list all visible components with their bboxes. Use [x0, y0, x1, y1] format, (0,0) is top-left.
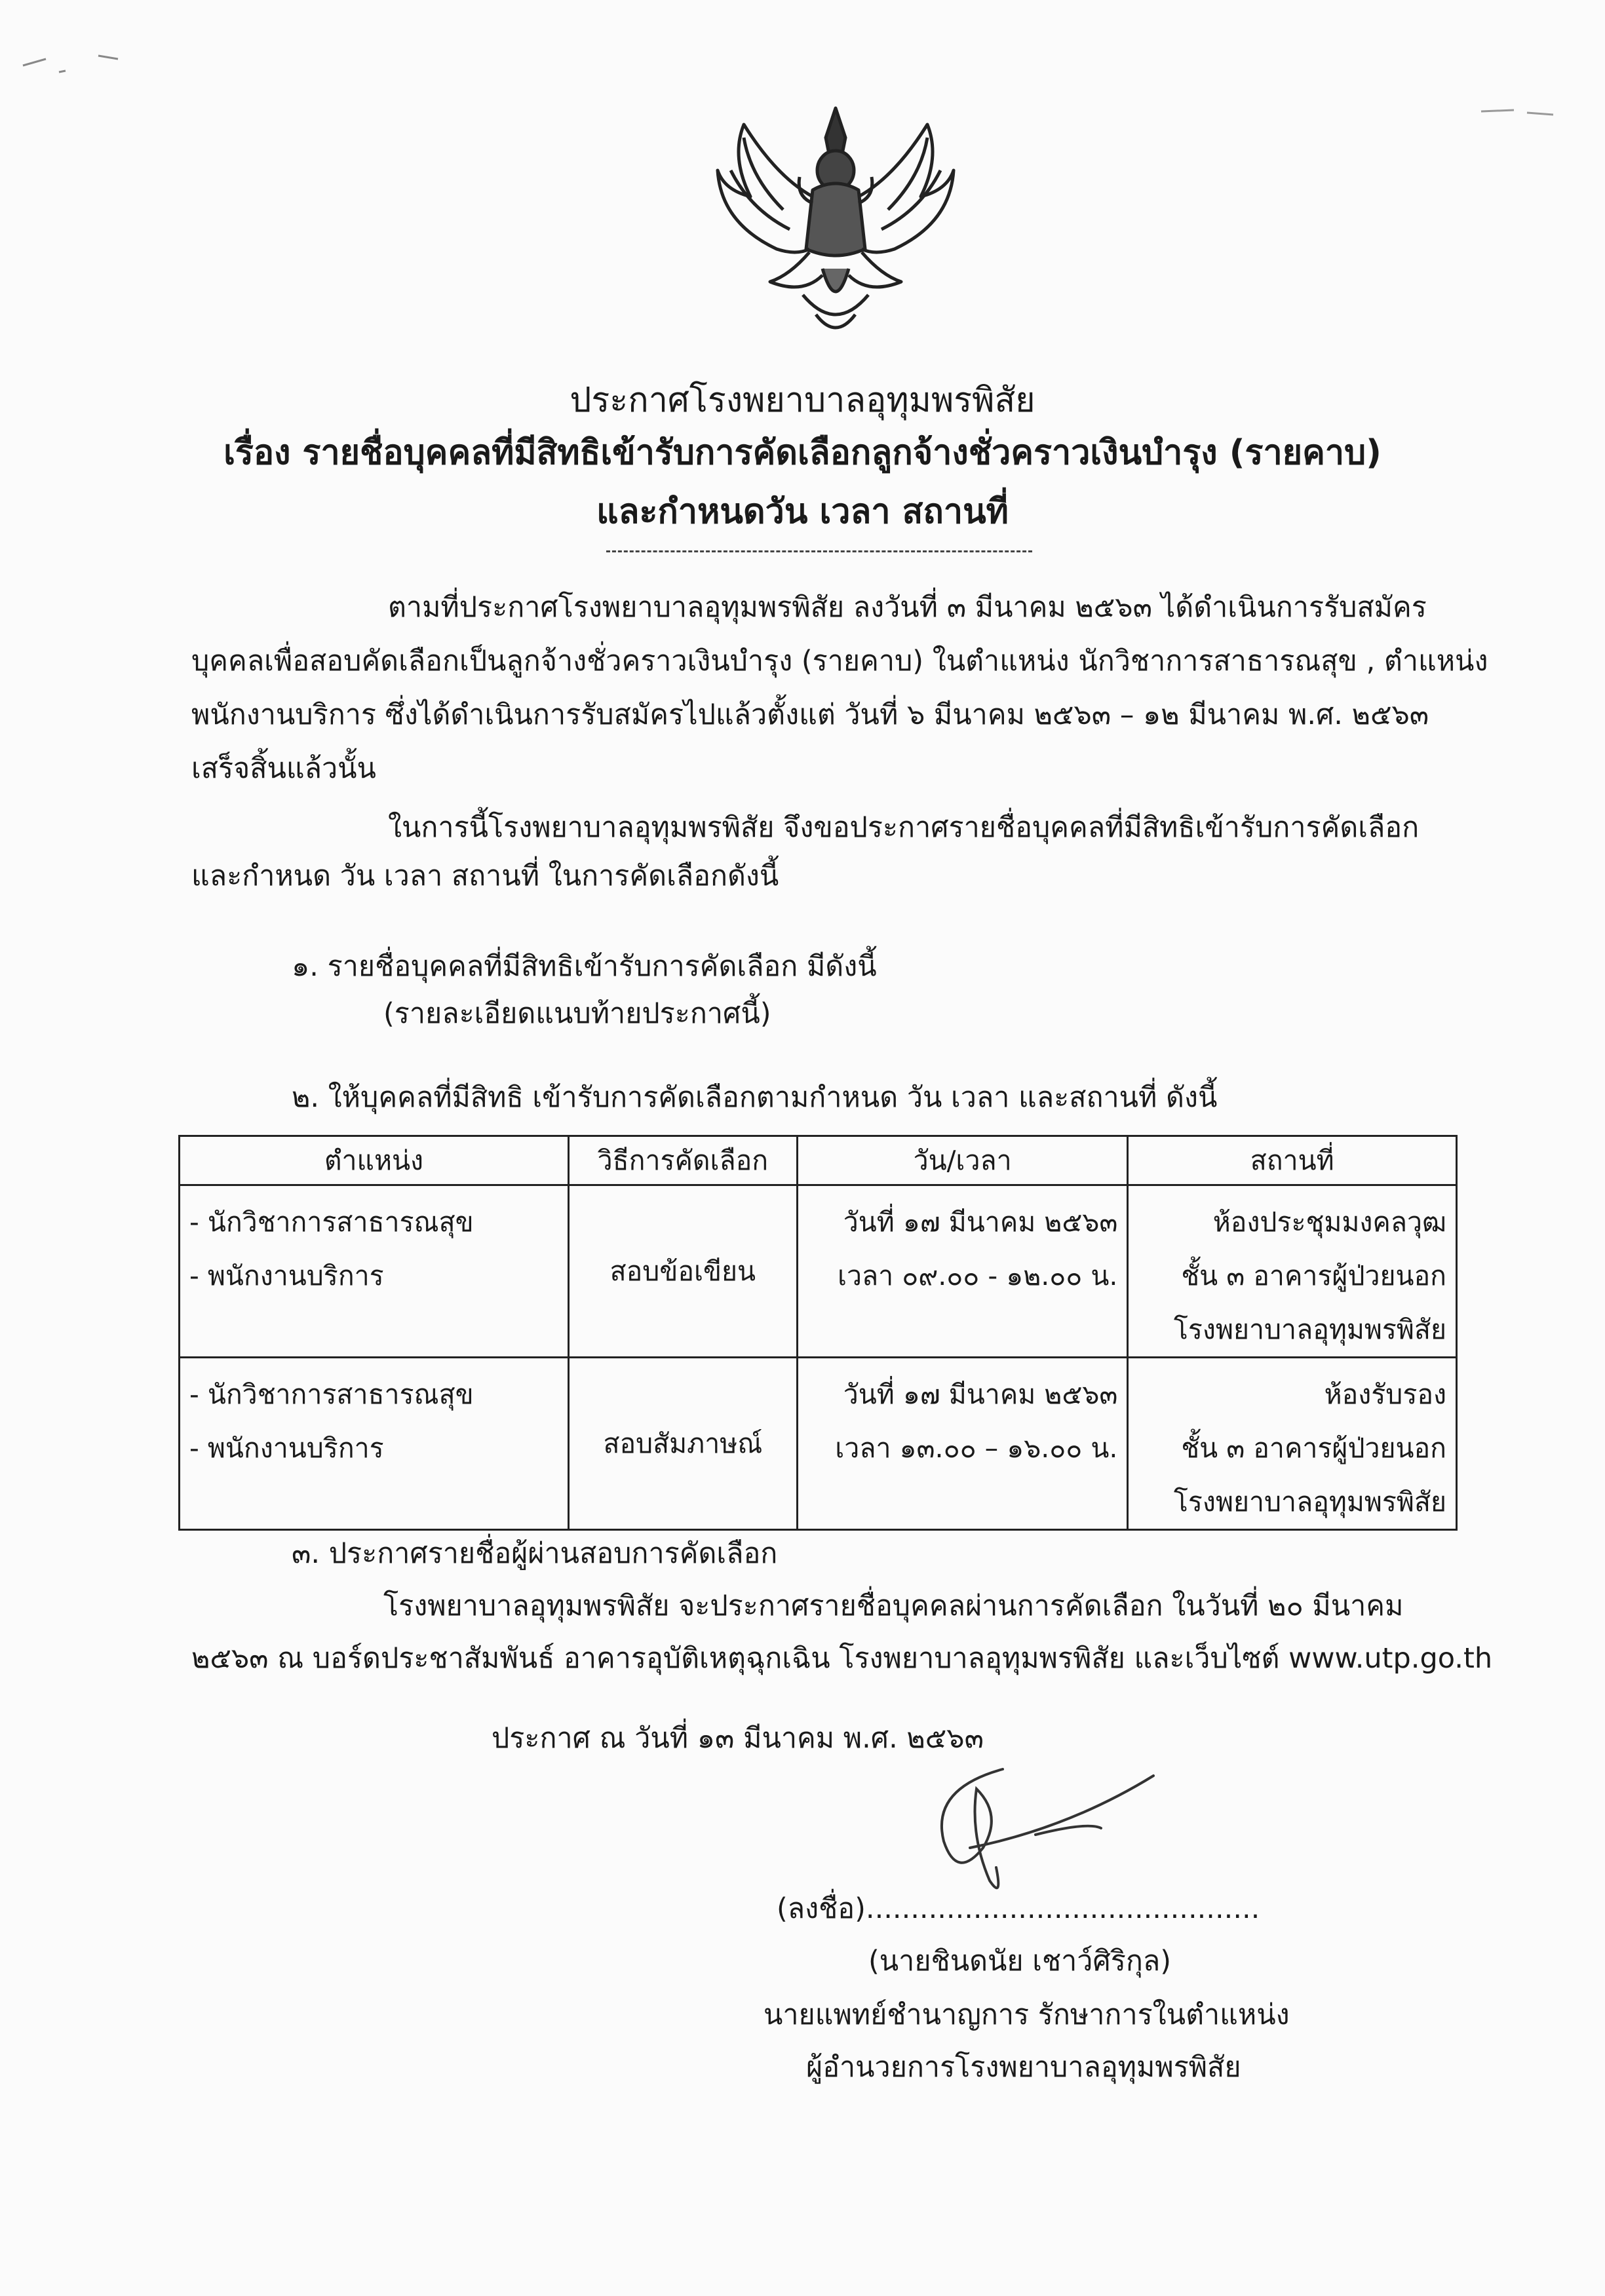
place-floor: ชั้น ๓ อาคารผู้ป่วยนอก — [1181, 1432, 1446, 1464]
item-3-heading: ๓. ประกาศรายชื่อผู้ผ่านสอบการคัดเลือก — [292, 1537, 778, 1570]
position-item: - พนักงานบริการ — [189, 1260, 384, 1292]
title-divider — [606, 550, 1032, 552]
position-cell — [180, 1358, 569, 1530]
paragraph-2-line-2: และกำหนด วัน เวลา สถานที่ ในการคัดเลือกดังนี้ — [191, 860, 779, 892]
paragraph-1-line-2: บุคคลเพื่อสอบคัดเลือกเป็นลูกจ้างชั่วคราวเงินบำรุง (รายคาบ) ในตำแหน่ง นักวิชาการสาธารณสุข , ตำแหน่ง — [191, 645, 1488, 678]
table-header-row — [180, 1136, 1457, 1185]
position-item: - พนักงานบริการ — [189, 1432, 384, 1464]
position-cell — [180, 1185, 569, 1358]
announcement-subject: เรื่อง รายชื่อบุคคลที่มีสิทธิเข้ารับการคัดเลือกลูกจ้างชั่วคราวเงินบำรุง (รายคาบ) — [223, 433, 1382, 472]
place-floor: ชั้น ๓ อาคารผู้ป่วยนอก — [1181, 1260, 1446, 1292]
header-method: วิธีการคัดเลือก — [568, 1136, 797, 1185]
paragraph-2-line-1: ในการนี้โรงพยาบาลอุทุมพรพิสัย จึงขอประกาศรายชื่อบุคคลที่มีสิทธิเข้ารับการคัดเลือก — [388, 811, 1420, 844]
signatory-name: (นายชินดนัย เชาว์ศิริกุล) — [868, 1945, 1171, 1978]
time-text: เวลา ๐๙.๐๐ - ๑๒.๐๐ น. — [837, 1260, 1118, 1292]
table-row — [180, 1358, 1457, 1530]
place-room: ห้องรับรอง — [1324, 1379, 1446, 1410]
garuda-emblem-icon — [705, 98, 967, 347]
item-3-line-3: ๒๕๖๓ ณ บอร์ดประชาสัมพันธ์ อาคารอุบัติเหตุฉุกเฉิน โรงพยาบาลอุทุมพรพิสัย และเว็บไซต์ www.utp.go.th — [191, 1642, 1493, 1675]
announcement-title: ประกาศโรงพยาบาลอุทุมพรพิสัย — [570, 381, 1035, 420]
signatory-title: นายแพทย์ชำนาญการ รักษาการในตำแหน่ง — [764, 1999, 1290, 2031]
announcement-subject-line2: และกำหนดวัน เวลา สถานที่ — [596, 492, 1009, 531]
datetime-cell — [797, 1358, 1128, 1530]
place-hospital: โรงพยาบาลอุทุมพรพิสัย — [1173, 1314, 1446, 1345]
header-position: ตำแหน่ง — [180, 1136, 569, 1185]
announcement-date: ประกาศ ณ วันที่ ๑๓ มีนาคม พ.ศ. ๒๕๖๓ — [492, 1722, 984, 1755]
scan-speck — [1475, 98, 1560, 124]
paragraph-1-line-1: ตามที่ประกาศโรงพยาบาลอุทุมพรพิสัย ลงวันที่ ๓ มีนาคม ๒๕๖๓ ได้ดำเนินการรับสมัคร — [388, 591, 1427, 624]
position-item: - นักวิชาการสาธารณสุข — [189, 1379, 474, 1410]
time-text: เวลา ๑๓.๐๐ – ๑๖.๐๐ น. — [835, 1432, 1118, 1464]
selection-schedule-table — [178, 1135, 1458, 1531]
item-1-heading: ๑. รายชื่อบุคคลที่มีสิทธิเข้ารับการคัดเลือก มีดังนี้ — [292, 950, 877, 983]
place-room: ห้องประชุมมงคลวุฒ — [1212, 1206, 1446, 1238]
paragraph-1-line-4: เสร็จสิ้นแล้วนั้น — [191, 752, 376, 785]
signature-line: (ลงชื่อ)............................................ — [777, 1892, 1260, 1925]
item-2-heading: ๒. ให้บุคคลที่มีสิทธิ เข้ารับการคัดเลือกตามกำหนด วัน เวลา และสถานที่ ดังนี้ — [292, 1081, 1218, 1114]
scan-speck — [20, 46, 125, 85]
datetime-cell — [797, 1185, 1128, 1358]
method-cell: สอบข้อเขียน — [568, 1185, 797, 1358]
item-1-note: (รายละเอียดแนบท้ายประกาศนี้) — [383, 997, 771, 1030]
place-hospital: โรงพยาบาลอุทุมพรพิสัย — [1173, 1486, 1446, 1518]
place-cell — [1128, 1358, 1457, 1530]
signatory-position: ผู้อำนวยการโรงพยาบาลอุทุมพรพิสัย — [806, 2051, 1241, 2084]
method-cell: สอบสัมภาษณ์ — [568, 1358, 797, 1530]
table-row — [180, 1185, 1457, 1358]
paragraph-1-line-3: พนักงานบริการ ซึ่งได้ดำเนินการรับสมัครไปแล้วตั้งแต่ วันที่ ๖ มีนาคม ๒๕๖๓ – ๑๒ มีนาคม พ.ศ. ๒๕๖๓ — [191, 698, 1429, 731]
date-text: วันที่ ๑๗ มีนาคม ๒๕๖๓ — [843, 1379, 1118, 1410]
date-text: วันที่ ๑๗ มีนาคม ๒๕๖๓ — [843, 1206, 1118, 1238]
handwritten-signature — [904, 1750, 1167, 1907]
header-place: สถานที่ — [1128, 1136, 1457, 1185]
item-3-line-2: โรงพยาบาลอุทุมพรพิสัย จะประกาศรายชื่อบุคคลผ่านการคัดเลือก ในวันที่ ๒๐ มีนาคม — [383, 1590, 1404, 1622]
header-datetime: วัน/เวลา — [797, 1136, 1128, 1185]
place-cell — [1128, 1185, 1457, 1358]
position-item: - นักวิชาการสาธารณสุข — [189, 1206, 474, 1238]
